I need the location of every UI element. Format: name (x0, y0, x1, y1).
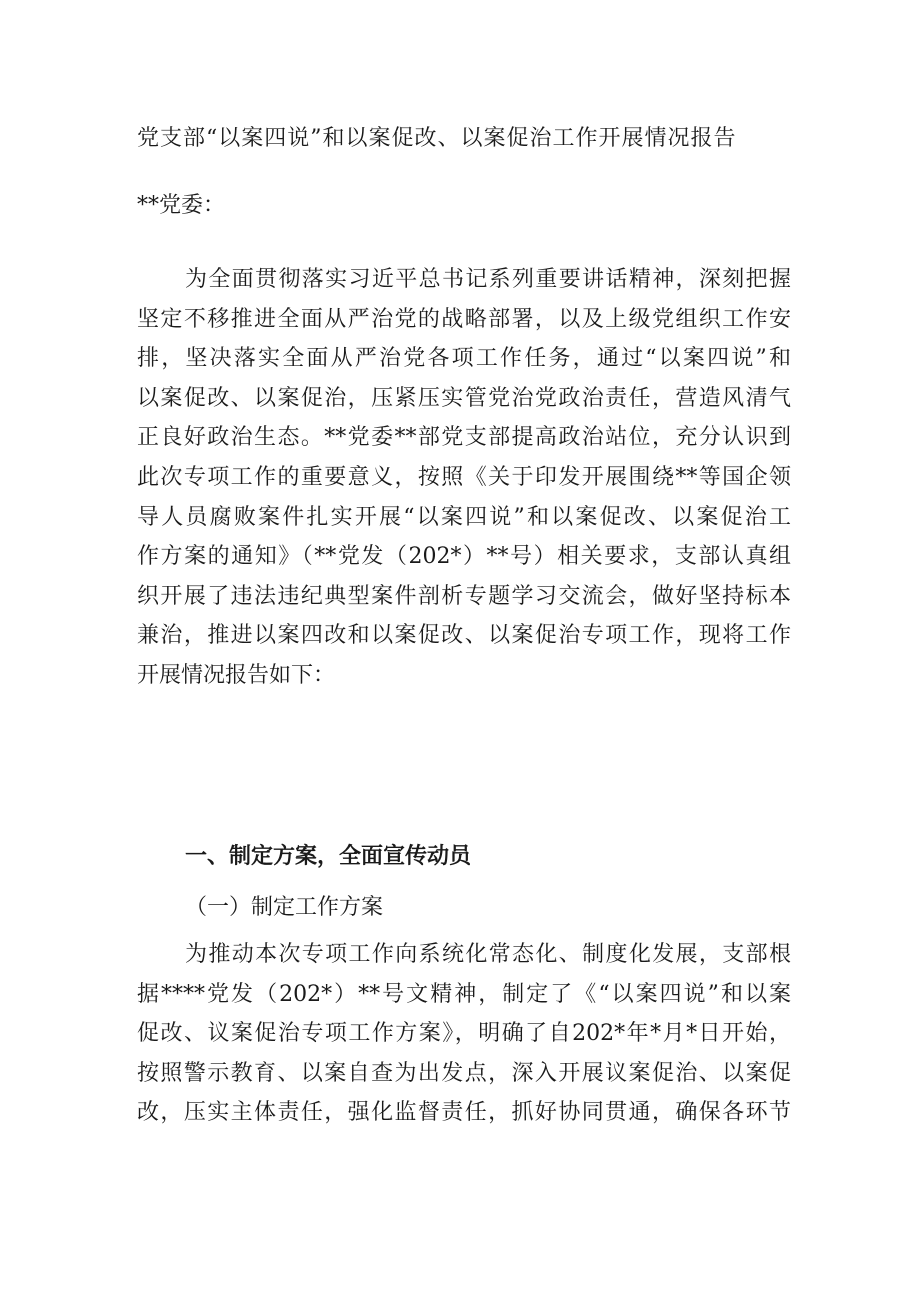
paragraph-line: 以案促改、以案促治，压紧压实管党治党政治责任，营造风清气 (137, 385, 791, 411)
section-paragraph (137, 935, 791, 1133)
paragraph-line: 兼治，推进以案四改和以案促改、以案促治专项工作，现将工作 (137, 623, 791, 649)
paragraph-line: 织开展了违法违纪典型案件剖析专题学习交流会，做好坚持标本 (137, 583, 791, 609)
paragraph-line: 为推动本次专项工作向系统化常态化、制度化发展，支部根 (185, 942, 791, 967)
paragraph-line: 开展情况报告如下： (137, 662, 336, 688)
salutation: **党委： (137, 193, 226, 218)
paragraph-line: 此次专项工作的重要意义，按照《关于印发开展围绕**等国企领 (137, 464, 791, 490)
paragraph-line: 排，坚决落实全面从严治党各项工作任务，通过“以案四说”和 (137, 346, 791, 372)
paragraph-line: 按照警示教育、以案自查为出发点，深入开展议案促治、以案促 (137, 1060, 791, 1086)
paragraph-line: 坚定不移推进全面从严治党的战略部署，以及上级党组织工作安 (137, 306, 791, 332)
paragraph-line: 导人员腐败案件扎实开展“以案四说”和以案促改、以案促治工 (137, 504, 791, 530)
section-heading: 一、制定方案，全面宣传动员 (185, 844, 472, 869)
intro-paragraph (137, 260, 791, 696)
paragraph-line: 据****党发（202*）**号文精神，制定了《“以案四说”和以案 (137, 981, 791, 1007)
paragraph-line: 促改、议案促治专项工作方案》，明确了自202*年*月*日开始， (137, 1021, 791, 1047)
paragraph-line: 为全面贯彻落实习近平总书记系列重要讲话精神，深刻把握 (185, 267, 791, 292)
paragraph-line: 正良好政治生态。**党委**部党支部提高政治站位，充分认识到 (137, 425, 791, 451)
paragraph-line: 改，压实主体责任，强化监督责任，抓好协同贯通，确保各环节 (137, 1100, 791, 1126)
section-subheading: （一）制定工作方案 (185, 895, 384, 920)
document-title: 党支部“以案四说”和以案促改、以案促治工作开展情况报告 (137, 126, 737, 151)
paragraph-line: 作方案的通知》（**党发（202*）**号）相关要求，支部认真组 (137, 544, 791, 570)
